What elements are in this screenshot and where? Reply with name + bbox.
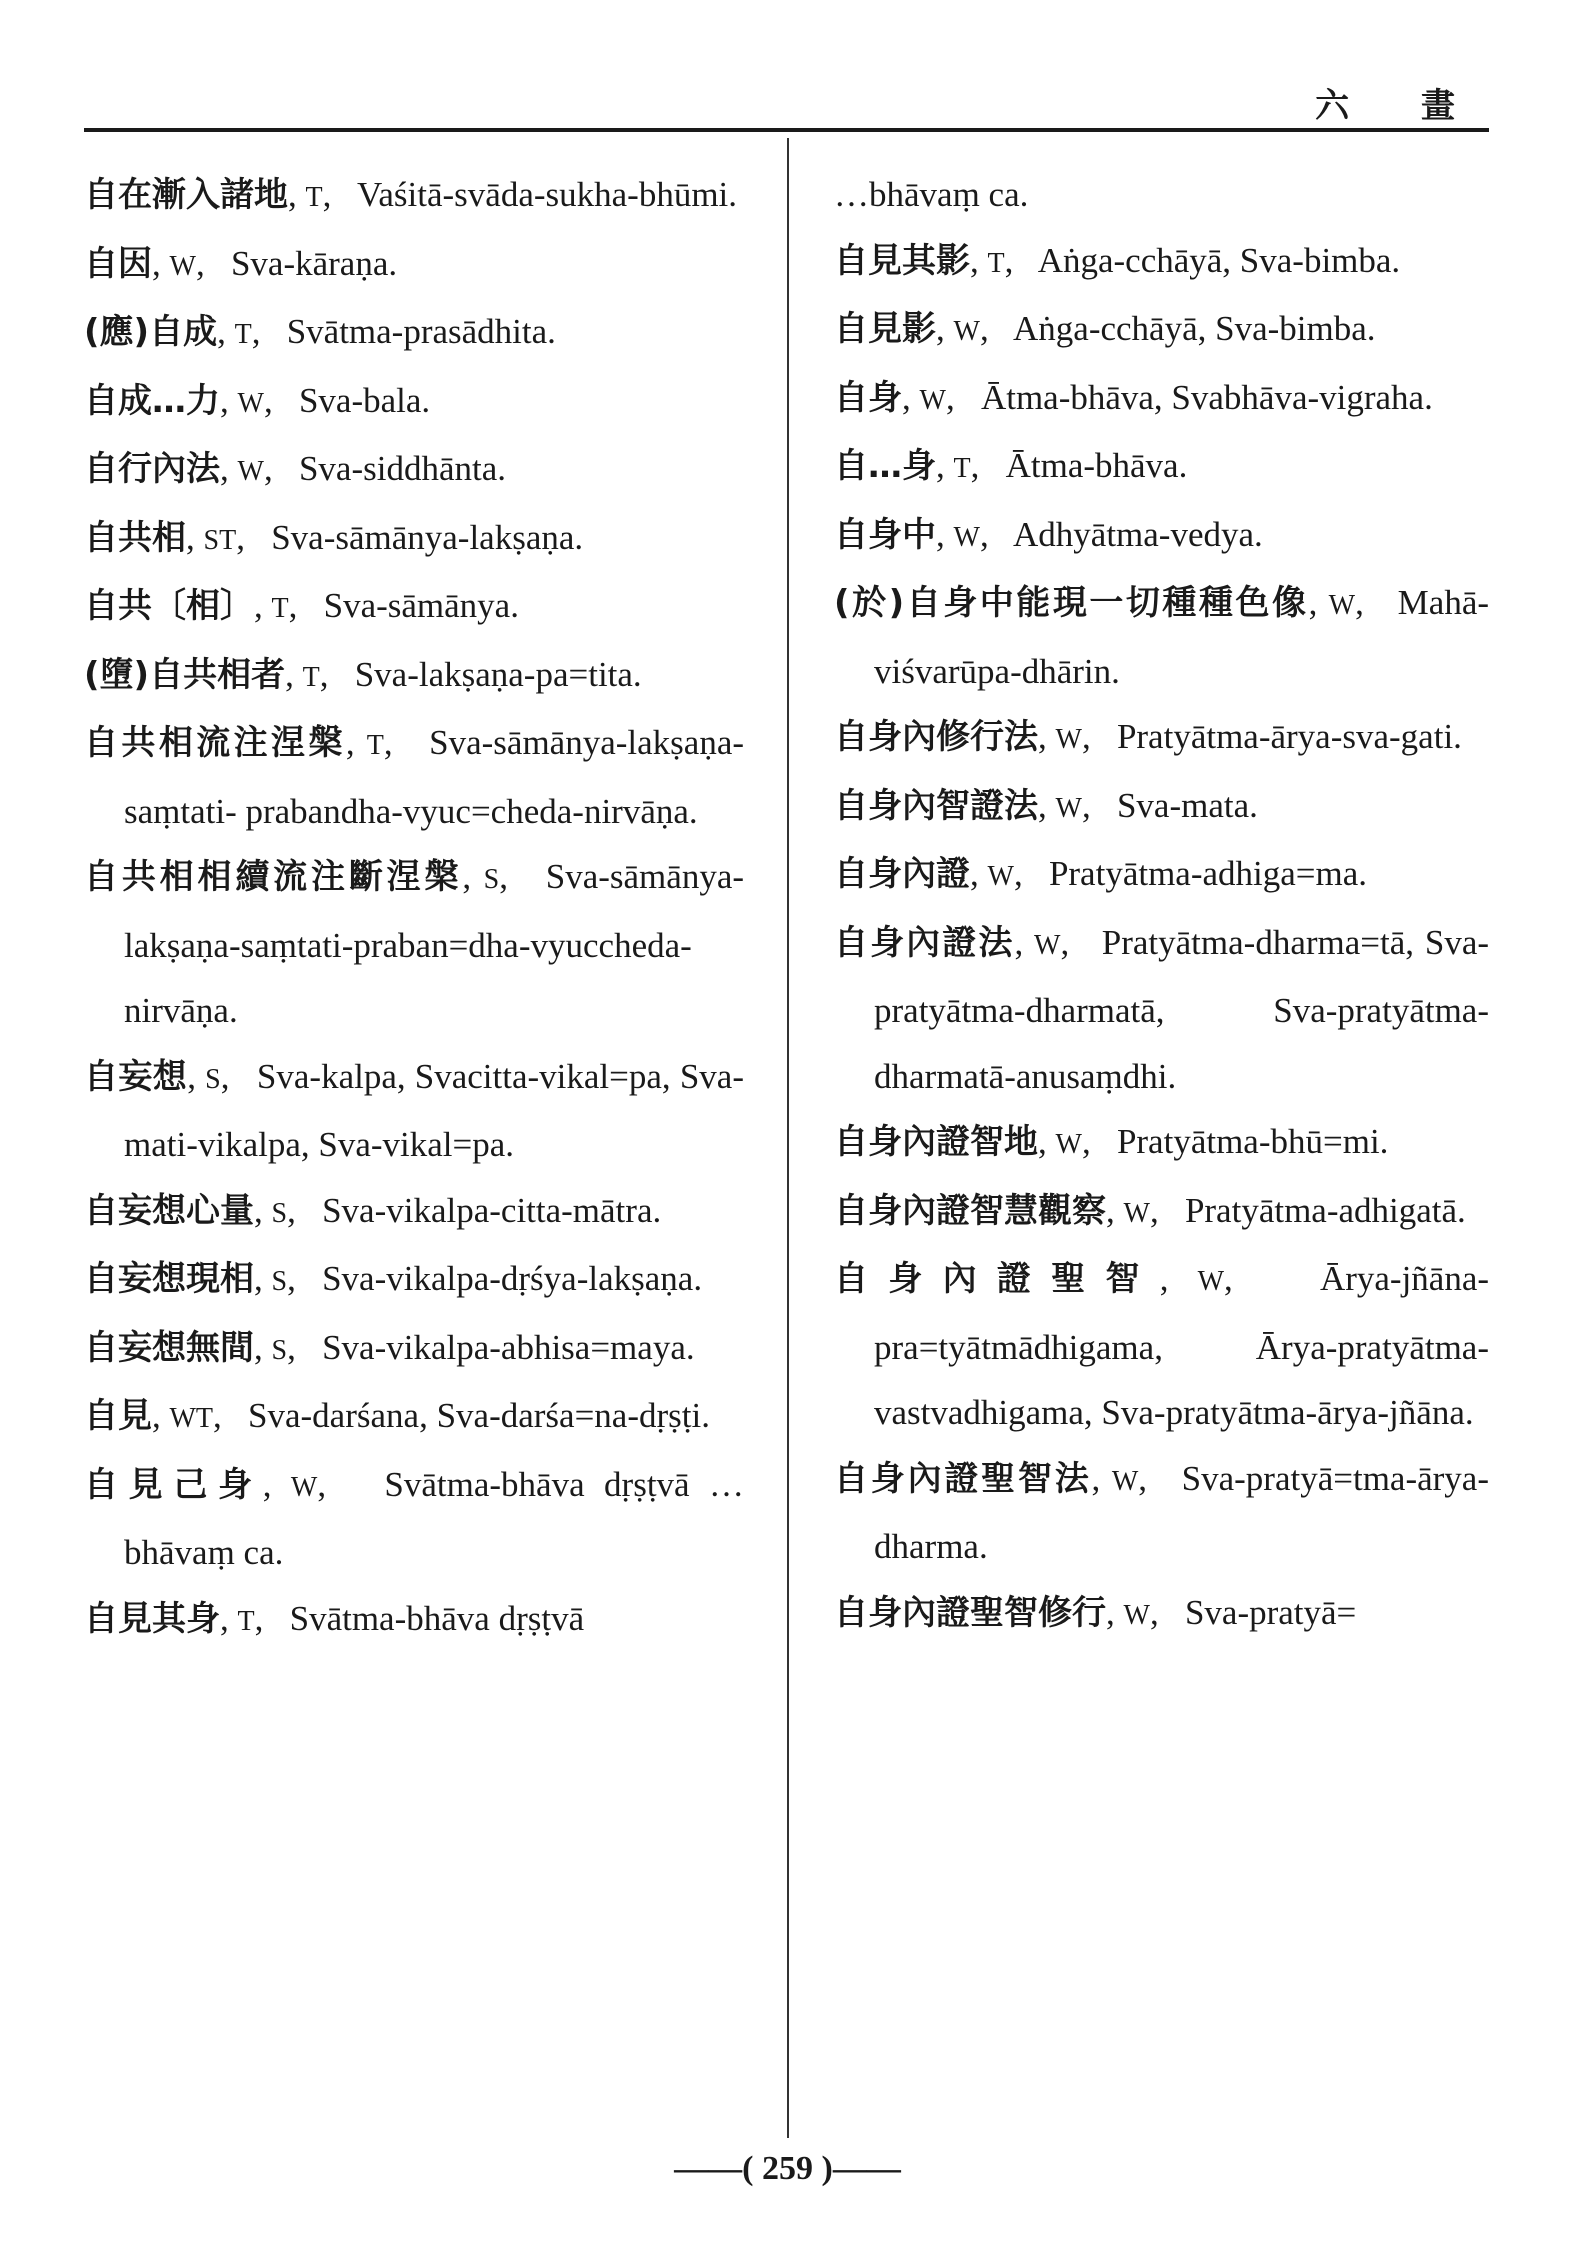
dictionary-entry: 自見影, W, Aṅga-cchāyā, Sva-bimba.	[834, 309, 1376, 349]
entry-headword: 自成…力	[84, 380, 220, 421]
dictionary-entry: 自身內智證法, W, Sva-mata.	[834, 785, 1258, 826]
entry-sanskrit: Sva-siddhānta.	[298, 449, 506, 488]
entry-sanskrit: Ātma-bhāva.	[1005, 446, 1188, 485]
entry-sanskrit: Sva-darśana, Sva-darśa=na-dṛṣṭi.	[248, 1396, 710, 1435]
dictionary-entry: 自共相流注涅槃, T, Sva-sāmānya-lakṣaṇa-saṃtati- prabandha-vyuc=cheda-nirvāṇa.	[84, 723, 745, 831]
entry-headword: 自見其影	[834, 240, 970, 281]
dictionary-entry	[834, 162, 1489, 228]
entry-headword: 自身內證聖智	[834, 1259, 1160, 1299]
entry-source: S	[271, 1266, 288, 1297]
dictionary-entry: 自共相相續流注斷涅槃, S, Sva-sāmānya-lakṣaṇa-saṃtati-praban=dha-vyuccheda-nirvāṇa.	[84, 857, 745, 1030]
dictionary-entry: 自因, W, Sva-kāraṇa.	[84, 243, 398, 284]
entry-source: T	[366, 730, 384, 761]
dictionary-entry: (應)自成, T, Svātma-prasādhita.	[84, 312, 556, 352]
entry-source: W	[1055, 1129, 1082, 1160]
entry-headword: 自在漸入諸地	[84, 175, 288, 215]
entry-headword: (於)自身中能現一切種種色像	[834, 583, 1309, 623]
section-header: 六 畫	[1315, 86, 1485, 126]
entry-source: W	[1111, 1465, 1139, 1497]
entry-sanskrit: Svātma-bhāva dṛṣṭvā	[289, 1598, 585, 1638]
entry-source: W	[290, 1471, 318, 1503]
entry-source: W	[1328, 590, 1356, 621]
entry-headword: 自身內證聖智修行	[834, 1592, 1106, 1633]
entry-headword: 自身內證法	[834, 922, 1015, 963]
dictionary-entry: 自身內證法, W, Pratyātma-dharma=tā, Sva-pratyātma-dharmatā, Sva-pratyātma-dharmatā-anusaṃdhi.	[834, 922, 1490, 1096]
entry-source: W	[919, 384, 946, 416]
dictionary-entry: (於)自身中能現一切種種色像, W, Mahā-viśvarūpa-dhārin.	[834, 583, 1490, 691]
entry-sanskrit: Sva-vikalpa-dṛśya-lakṣaṇa.	[322, 1259, 703, 1298]
entry-headword: 自…身	[834, 446, 936, 486]
dictionary-entry: 自見, WT, Sva-darśana, Sva-darśa=na-dṛṣṭi.	[84, 1396, 710, 1436]
entry-headword: 自身內證智地	[834, 1122, 1038, 1162]
entry-sanskrit: Sva-bala.	[298, 380, 431, 420]
entry-sanskrit: Pratyātma-dharma=tā, Sva-pratyātma-dharmatā, Sva-pratyātma-dharmatā-anusaṃdhi.	[874, 922, 1490, 1096]
entry-source: W	[953, 521, 980, 553]
entry-sanskrit: Sva-lakṣaṇa-pa=tita.	[354, 654, 642, 694]
entry-sanskrit: Vaśitā-svāda-sukha-bhūmi.	[356, 175, 738, 214]
dictionary-entry: 自身內證聖智修行, W, Sva-pratyā=	[834, 1592, 1357, 1633]
entry-sanskrit: Adhyātma-vedya.	[1013, 514, 1263, 554]
entry-headword: 自身內證	[834, 854, 970, 894]
dictionary-entry: 自行內法, W, Sva-siddhānta.	[84, 449, 506, 489]
entry-source: W	[987, 861, 1014, 892]
entry-source: T	[237, 1605, 255, 1637]
entry-sanskrit: …bhāvaṃ ca.	[834, 175, 1029, 214]
entry-source: T	[953, 453, 971, 484]
entry-headword: 自見	[84, 1396, 152, 1436]
dictionary-entry: 自妄想無間, S, Sva-vikalpa-abhisa=maya.	[84, 1327, 695, 1368]
dictionary-entry: 自妄想心量, S, Sva-vikalpa-citta-mātra.	[84, 1190, 662, 1231]
dictionary-entry: 自在漸入諸地, T, Vaśitā-svāda-sukha-bhūmi.	[84, 175, 738, 215]
entry-sanskrit: Aṅga-cchāyā, Sva-bimba.	[1013, 309, 1376, 348]
entry-source: T	[271, 593, 289, 624]
entry-headword: 自身內修行法	[834, 717, 1038, 757]
dictionary-entry: 自身內證智地, W, Pratyātma-bhū=mi.	[834, 1122, 1389, 1162]
entry-sanskrit: Sva-sāmānya-lakṣaṇa-saṃtati-praban=dha-vyuccheda-nirvāṇa.	[124, 857, 745, 1030]
dictionary-entry: 自身內證聖智法, W, Sva-pratyā=tma-ārya-dharma.	[834, 1458, 1490, 1566]
entry-sanskrit: Pratyātma-adhiga=ma.	[1048, 854, 1368, 893]
entry-headword: 自行內法	[84, 449, 220, 489]
entry-sanskrit: Sva-kāraṇa.	[230, 243, 398, 283]
entry-sanskrit: Sva-sāmānya.	[323, 586, 519, 625]
dictionary-entry: 自身中, W, Adhyātma-vedya.	[834, 514, 1263, 555]
entry-headword: 自身內證智慧觀察	[834, 1190, 1106, 1231]
page-number: ——( 259 )——	[674, 2150, 901, 2187]
entry-headword: 自共相相續流注斷涅槃	[84, 857, 463, 897]
entry-headword: 自身中	[834, 514, 936, 555]
entry-sanskrit: Svātma-bhāva dṛṣṭvā …bhāvaṃ ca.	[124, 1464, 745, 1572]
entry-source: W	[1197, 1266, 1225, 1297]
entry-source: WT	[169, 1403, 214, 1434]
column-divider	[787, 138, 789, 2138]
entry-source: T	[987, 247, 1005, 279]
dictionary-entry: 自身內修行法, W, Pratyātma-ārya-sva-gati.	[834, 717, 1462, 757]
dictionary-entry: 自身內證智慧觀察, W, Pratyātma-adhigatā.	[834, 1190, 1466, 1231]
entry-source: ST	[203, 524, 237, 556]
entry-headword: 自身內智證法	[834, 785, 1038, 826]
entry-source: S	[271, 1197, 288, 1229]
entry-source: W	[237, 456, 264, 487]
entry-headword: 自見己身	[84, 1464, 263, 1505]
dictionary-entry: 自見其影, T, Aṅga-cchāyā, Sva-bimba.	[834, 240, 1401, 281]
entry-source: W	[1123, 1599, 1150, 1631]
entry-headword: 自妄想心量	[84, 1190, 254, 1231]
entry-source: W	[1034, 929, 1061, 961]
entry-source: W	[1055, 724, 1082, 755]
entry-sanskrit: Sva-pratyā=	[1184, 1592, 1357, 1632]
entry-sanskrit: Ārya-jñāna-pra=tyātmādhigama, Ārya-pratyātma-vastvadhigama, Sva-pratyātma-ārya-jñāna.	[874, 1259, 1490, 1432]
entry-headword: 自共〔相〕	[84, 586, 254, 626]
entry-source: T	[305, 182, 323, 213]
entry-sanskrit: Sva-vikalpa-citta-mātra.	[322, 1190, 662, 1230]
entry-source: S	[483, 864, 500, 895]
entry-source: T	[234, 319, 252, 350]
dictionary-entry: 自共〔相〕, T, Sva-sāmānya.	[84, 586, 519, 626]
entry-source: T	[302, 661, 320, 693]
entry-source: W	[237, 387, 264, 419]
entry-sanskrit: Pratyātma-bhū=mi.	[1116, 1122, 1389, 1161]
entry-headword: 自見其身	[84, 1598, 220, 1639]
dictionary-entry: 自身內證, W, Pratyātma-adhiga=ma.	[834, 854, 1368, 894]
header-rule	[84, 128, 1489, 132]
entry-source: W	[169, 250, 196, 282]
entry-source: S	[205, 1063, 221, 1095]
entry-sanskrit: Sva-mata.	[1116, 785, 1258, 825]
dictionary-entry: 自身內證聖智, W, Ārya-jñāna-pra=tyātmādhigama, Ārya-pratyātma-vastvadhigama, Sva-pratyātma-ārya-jñāna.	[834, 1259, 1490, 1432]
entry-sanskrit: Sva-kalpa, Svacitta-vikal=pa, Sva-mati-vikalpa, Sva-vikal=pa.	[124, 1056, 744, 1164]
entry-source: W	[1055, 792, 1082, 824]
entry-headword: 自共相	[84, 517, 186, 558]
entry-source: W	[1123, 1197, 1150, 1229]
entry-sanskrit: Sva-pratyā=tma-ārya-dharma.	[874, 1458, 1490, 1566]
right-column	[834, 162, 1489, 1648]
dictionary-entry: 自身, W, Ātma-bhāva, Svabhāva-vigraha.	[834, 377, 1433, 418]
entry-headword: 自因	[84, 243, 152, 284]
dictionary-entry: 自妄想現相, S, Sva-vikalpa-dṛśya-lakṣaṇa.	[84, 1259, 703, 1299]
entry-headword: 自妄想	[84, 1056, 188, 1097]
dictionary-entry: 自見其身, T, Svātma-bhāva dṛṣṭvā	[84, 1598, 585, 1639]
dictionary-entry: 自成…力, W, Sva-bala.	[84, 380, 431, 421]
entry-sanskrit: Sva-sāmānya-lakṣaṇa.	[271, 517, 584, 557]
entry-sanskrit: Sva-vikalpa-abhisa=maya.	[322, 1327, 695, 1367]
entry-source: W	[953, 316, 980, 347]
left-column	[84, 162, 744, 1654]
entry-headword: 自見影	[834, 309, 936, 349]
entry-sanskrit: Mahā-viśvarūpa-dhārin.	[874, 583, 1490, 691]
entry-source: S	[271, 1334, 288, 1366]
entry-headword: 自身內證聖智法	[834, 1458, 1092, 1499]
dictionary-entry: 自共相, ST, Sva-sāmānya-lakṣaṇa.	[84, 517, 584, 558]
entry-headword: 自共相流注涅槃	[84, 723, 346, 763]
entry-headword: (墮)自共相者	[84, 654, 286, 695]
dictionary-entry: 自見己身, W, Svātma-bhāva dṛṣṭvā …bhāvaṃ ca.	[84, 1464, 745, 1572]
entry-sanskrit: Sva-sāmānya-lakṣaṇa-saṃtati- prabandha-vyuc=cheda-nirvāṇa.	[124, 723, 745, 831]
entry-sanskrit: Pratyātma-adhigatā.	[1184, 1190, 1466, 1230]
dictionary-entry: 自妄想, S, Sva-kalpa, Svacitta-vikal=pa, Sva-mati-vikalpa, Sva-vikal=pa.	[84, 1056, 744, 1164]
entry-headword: 自妄想無間	[84, 1327, 254, 1368]
entry-headword: (應)自成	[84, 312, 218, 352]
entry-sanskrit: Ātma-bhāva, Svabhāva-vigraha.	[980, 377, 1433, 417]
entry-sanskrit: Svātma-prasādhita.	[286, 312, 556, 351]
dictionary-entry: 自…身, T, Ātma-bhāva.	[834, 446, 1188, 486]
entry-sanskrit: Pratyātma-ārya-sva-gati.	[1116, 717, 1462, 756]
entry-sanskrit: Aṅga-cchāyā, Sva-bimba.	[1037, 240, 1401, 280]
dictionary-entry: (墮)自共相者, T, Sva-lakṣaṇa-pa=tita.	[84, 654, 642, 695]
entry-headword: 自身	[834, 377, 902, 418]
entry-headword: 自妄想現相	[84, 1259, 254, 1299]
